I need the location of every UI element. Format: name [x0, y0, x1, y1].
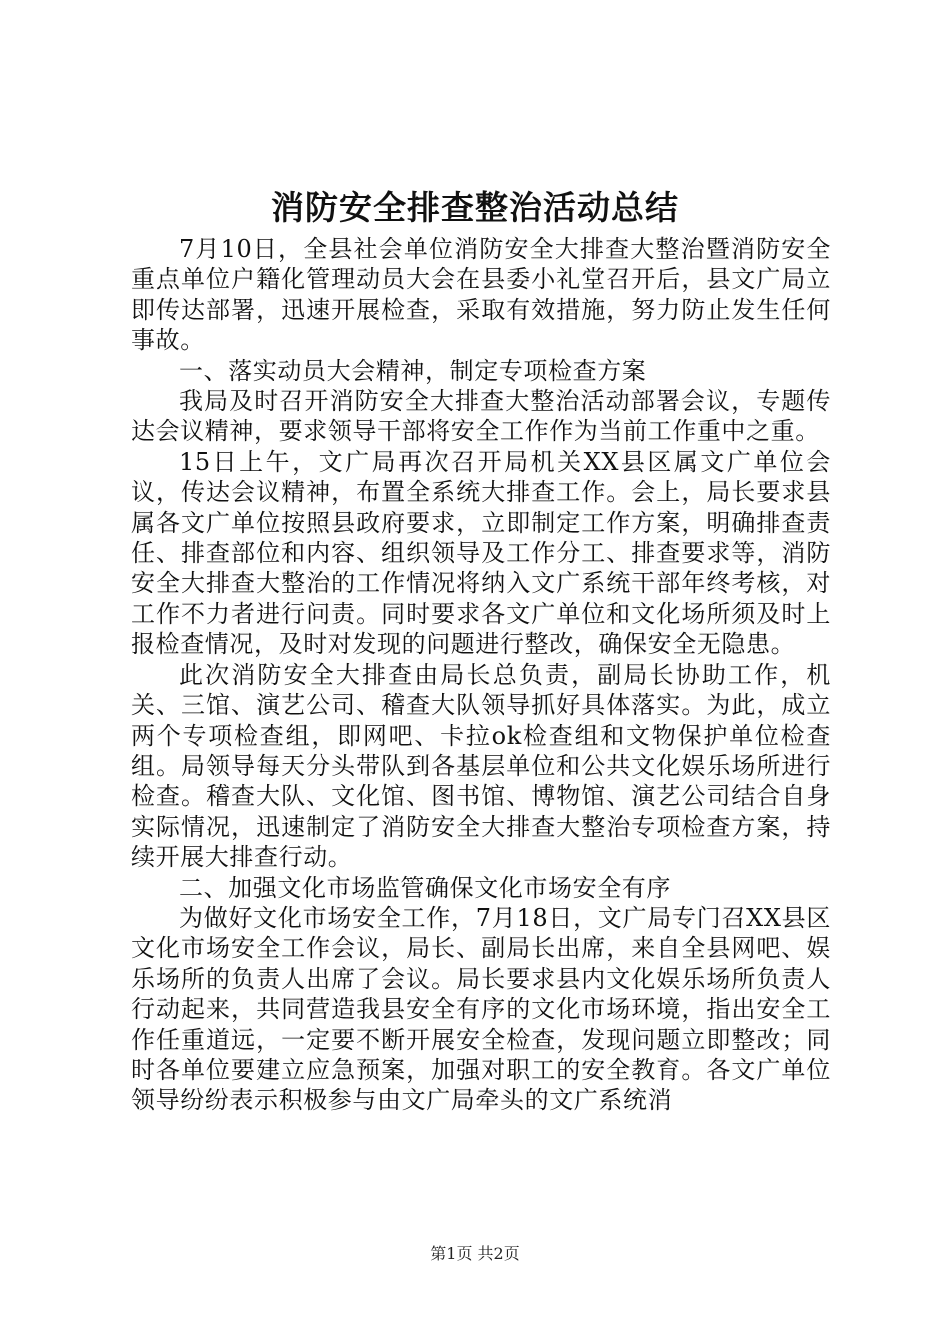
document-title: 消防安全排查整治活动总结 [271, 188, 679, 227]
paragraph-meeting: 我局及时召开消防安全大排查大整治活动部署会议，专题传达会议精神，要求领导干部将安全工作作为当前工作重中之重。 [131, 387, 831, 446]
section-heading-2: 二、加强文化市场监管确保文化市场安全有序 [179, 873, 671, 902]
document-body [131, 234, 831, 1116]
paragraph-intro: 7月10日，全县社会单位消防安全大排查大整治暨消防安全重点单位户籍化管理动员大会在县委小礼堂召开后，县文广局立即传达部署，迅速开展检查，采取有效措施，努力防止发生任何事故。 [131, 235, 831, 355]
section-heading-1: 一、落实动员大会精神，制定专项检查方案 [179, 356, 647, 385]
page-number-footer: 第1页 共2页 [430, 1244, 520, 1263]
paragraph-15th: 15日上午，文广局再次召开局机关XX县区属文广单位会议，传达会议精神，布置全系统大排查工作。会上，局长要求县属各文广单位按照县政府要求，立即制定工作方案，明确排查责任、排查部位和内容、组织领导及工作分工、排查要求等，消防安全大排查大整治的工作情况将纳入文广系统干部年终考核，对工作不力者进行问责。同时要求各文广单位和文化场所须及时上报检查情况，及时对发现的问题进行整改，确保安全无隐患。 [131, 447, 831, 659]
paragraph-market: 为做好文化市场安全工作，7月18日，文广局专门召XX县区文化市场安全工作会议，局长、副局长出席，来自全县网吧、娱乐场所的负责人出席了会议。局长要求县内文化娱乐场所负责人行动起来，共同营造我县安全有序的文化市场环境，指出安全工作任重道远，一定要不断开展安全检查，发现问题立即整改；同时各单位要建立应急预案，加强对职工的安全教育。各文广单位领导纷纷表示积极参与由文广局牵头的文广系统消 [131, 903, 831, 1115]
paragraph-responsibility: 此次消防安全大排查由局长总负责，副局长协助工作，机关、三馆、演艺公司、稽查大队领导抓好具体落实。为此，成立两个专项检查组，即网吧、卡拉ok检查组和文物保护单位检查组。局领导每天分头带队到各基层单位和公共文化娱乐场所进行检查。稽查大队、文化馆、图书馆、博物馆、演艺公司结合自身实际情况，迅速制定了消防安全大排查大整治专项检查方案，持续开展大排查行动。 [131, 660, 831, 872]
